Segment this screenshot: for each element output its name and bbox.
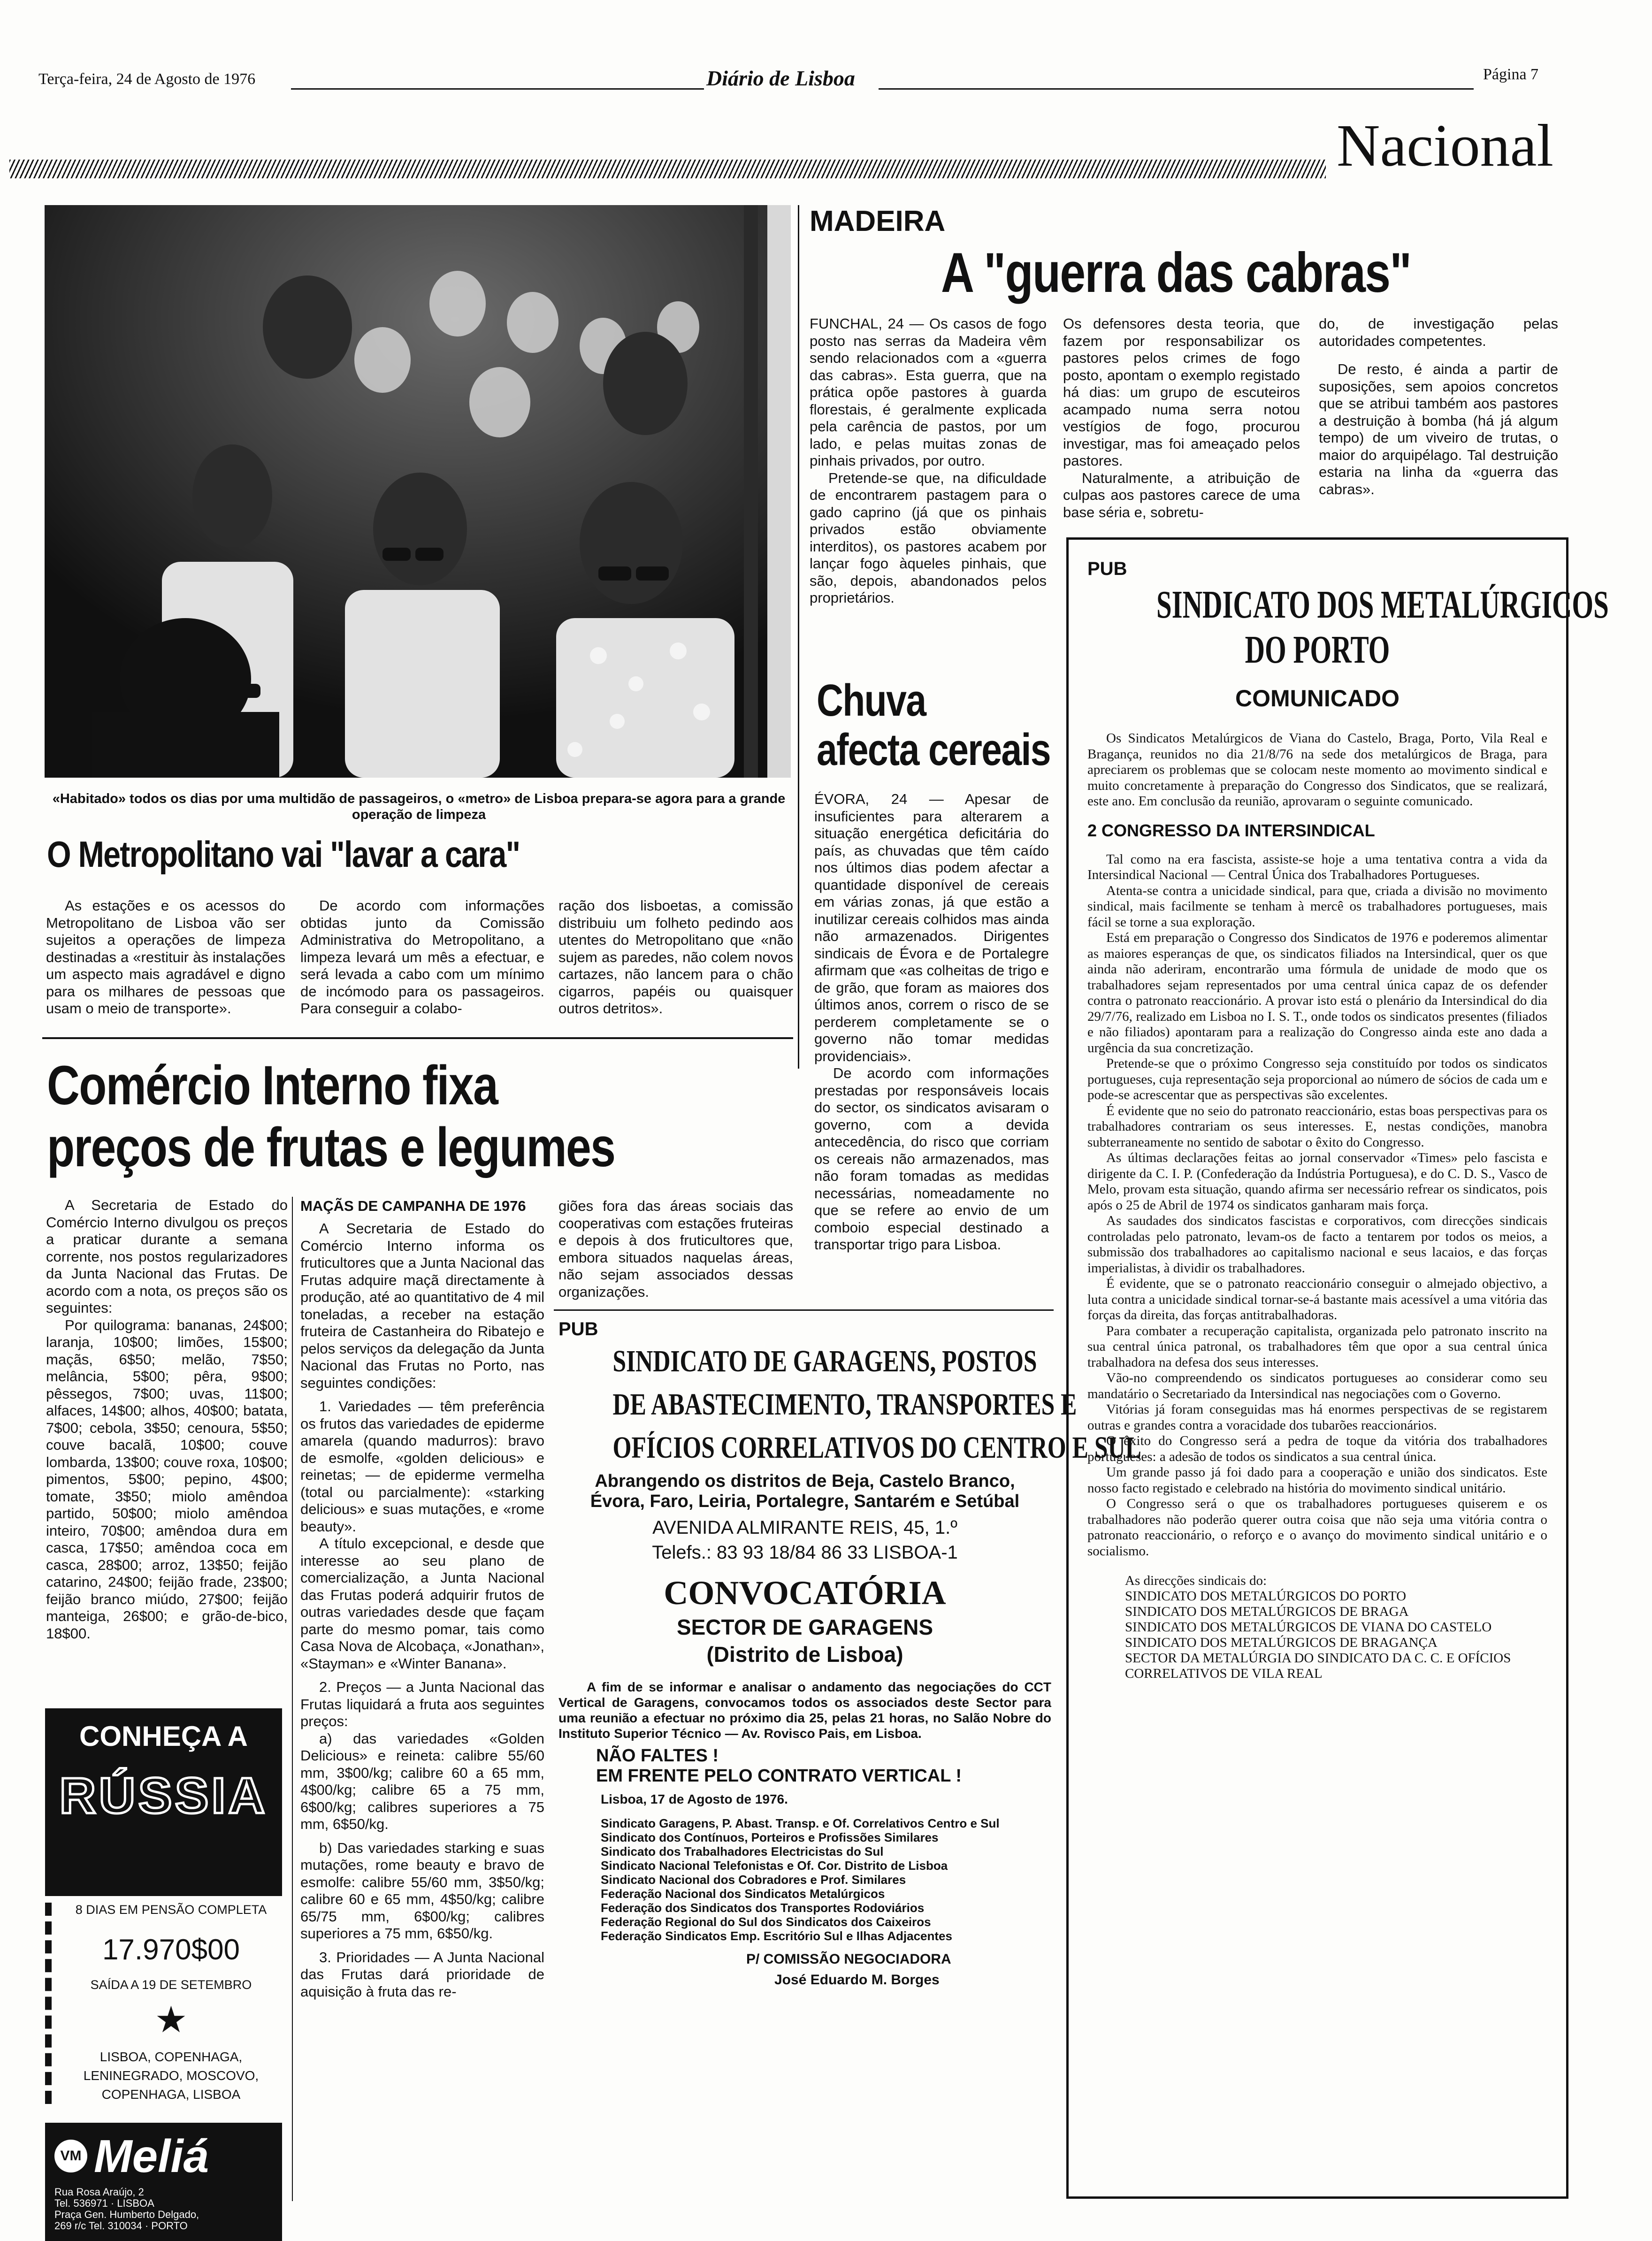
garagens-title-1: SINDICATO DE GARAGENS, POSTOS <box>612 1344 1037 1378</box>
madeira-col3-p1: do, de investigação pelas autoridades competentes. <box>1319 315 1558 349</box>
section-title: Nacional <box>1337 112 1553 179</box>
metro-col2-text: De acordo com informações obtidas junto da Comissão Administrativa do Metropolitano, a limpeza levará um mês a efectuar, e será levada a cabo com um mínimo de incómodo para os passageiros. Para conseguir a colabo- <box>300 897 544 1017</box>
garagens-sig-5: Sindicato Nacional dos Cobradores e Prof. Similares <box>601 1873 906 1887</box>
comercio-col2-p5: a) das variedades «Golden Delicious» e reineta: calibre 55/60 mm, 3$00/kg; calibre 60 a 65 mm, 4$00/kg; calibre 65 a 75 mm, 6$00/kg; calibres superiores a 75 mm, 6$50/kg. <box>300 1730 544 1832</box>
comercio-col2-p3: A título excepcional, e desde que interesse ao seu plano de comercialização, a Junta Nacional das Frutas poderá adquirir frutos de outras variedades desde que façam parte do mesmo pomar, tais como Casa Nova de Alcobaça, «Jonathan», «Stayman» e «Winter Banana». <box>300 1535 544 1672</box>
garagens-phone: Telefs.: 83 93 18/84 86 33 LISBOA-1 <box>652 1542 958 1563</box>
metal-p8: É evidente, que se o patronato reaccionário conseguir o almejado objectivo, a luta contra a unicidade sindical tornar-se-á bastante mais acessível a uma vitória das forças da direita, das forças antitrabalhadoras. <box>1087 1276 1547 1323</box>
garagens-title-3: OFÍCIOS CORRELATIVOS DO CENTRO E SUL <box>612 1430 1142 1465</box>
metal-sigs-intro: As direcções sindicais do: <box>1125 1573 1267 1588</box>
metal-p10: Vão-no compreendendo os sindicatos portugueses ao considerar como seu mandatário o Secretariado da Intersindical nas negociações com o Governo. <box>1087 1370 1547 1401</box>
comercio-col2-p2: 1. Variedades — têm preferência os frutos das variedades de epiderme amarela (quando madurros): bravo de esmolfe, «golden delicious» e reinetas; — de epiderme vermelha (total ou parcialmente): «starking delicious» e suas mutações, e «rome beauty». <box>300 1398 544 1535</box>
russia-ad-price: 17.970$00 <box>102 1934 240 1966</box>
metal-ad <box>1066 537 1609 2199</box>
garagens-sig-6: Federação Nacional dos Sindicatos Metalúrgicos <box>601 1887 885 1901</box>
metal-p4: Pretende-se que o próximo Congresso seja constituído por todos os sindicatos portugueses, cuja representação seja proporcional ao número de sócios de cada um e pode-se acrescentar que as perspectivas são excelentes. <box>1087 1056 1547 1102</box>
garagens-sig-1: Sindicato Garagens, P. Abast. Transp. e Of. Correlativos Centro e Sul <box>601 1816 1000 1830</box>
comercio-column-3 <box>558 1198 793 1300</box>
melia-brand-block <box>45 2123 282 2241</box>
madeira-col1-p2: Pretende-se que, na dificuldade de encontrarem pastagem para o gado caprino (já que os pinhais privados estão obviamente interditos), os pastores acabem por lançar fogo àqueles pinhais, que são, depois, abandonados pelos proprietários. <box>810 469 1047 606</box>
madeira-col1-p1: FUNCHAL, 24 — Os casos de fogo posto nas serras da Madeira vêm sendo relacionados com a «guerra das cabras». Esta guerra, que na prática opõe pastores à guarda florestais, é geralmente explicada pela carência de pastos, por um lado, e pelas muitas zonas de pinhais privados, por outro. <box>810 315 1047 469</box>
garagens-convocatoria: CONVOCATÓRIA <box>664 1574 946 1612</box>
masthead-rule-left <box>291 88 704 90</box>
chuva-column <box>814 791 1049 1254</box>
metal-p13: Um grande passo já foi dado para a cooperação e união dos sindicatos. Este nosso facto registado e celebrado na história do movimento sindical unitário. <box>1087 1465 1547 1496</box>
comercio-subhead: MAÇÃS DE CAMPANHA DE 1976 <box>300 1198 526 1214</box>
garagens-area-1: Abrangendo os distritos de Beja, Castelo Branco, <box>595 1471 1015 1491</box>
garagens-commission: P/ COMISSÃO NEGOCIADORA <box>746 1951 951 1967</box>
metro-col1-text: As estações e os acessos do Metropolitano de Lisboa vão ser sujeitos a operações de limpeza destinadas a «restituir às instalações um aspecto mais agradável e digno para os milhares de pessoas que usam o meio de transporte». <box>46 897 285 1017</box>
metal-intro: Os Sindicatos Metalúrgicos de Viana do Castelo, Braga, Porto, Vila Real e Bragança, reunidos no dia 21/8/76 na sede dos metalúrgicos de Braga, para apreciarem os problemas que se colocam neste momento ao movimento sindical e muito concretamente à preparação do Congresso dos Sindicatos, que se realizará, este ano. Em conclusão da reunião, aprovaram o seguinte comunicado. <box>1087 731 1547 809</box>
masthead-paper: Diário de Lisboa <box>706 66 855 90</box>
comercio-col2-p7: 3. Prioridades — A Junta Nacional das Frutas dará prioridade de aquisição à fruta das re- <box>300 1949 544 2000</box>
garagens-body: A fim de se informar e analisar o andamento das negociações do CCT Vertical de Garagens, convocamos todos os associados deste Sector para uma reunião a efectuar no próximo dia 25, pelas 21 horas, no Salão Nobre do Instituto Superior Técnico — Av. Rovisco Pais, em Lisboa. <box>558 1680 1051 1741</box>
garagens-slogan-1: NÃO FALTES ! <box>596 1746 719 1766</box>
metal-sig-4: SINDICATO DOS METALÚRGICOS DE BRAGANÇA <box>1125 1635 1438 1650</box>
garagens-slogan-2: EM FRENTE PELO CONTRATO VERTICAL ! <box>596 1766 962 1786</box>
comercio-column-1 <box>46 1197 288 1642</box>
masthead-rule-right <box>879 88 1474 90</box>
melia-addr1: Rua Rosa Araújo, 2 <box>54 2186 144 2198</box>
melia-addr2: Tel. 536971 · LISBOA <box>54 2197 154 2209</box>
comercio-col1-text: A Secretaria de Estado do Comércio Interno divulgou os preços a praticar durante a semana corrente, nos postos regularizadores da Junta Nacional das Frutas. De acordo com a nota, os preços são os seguintes: <box>46 1197 288 1316</box>
garagens-dateline: Lisboa, 17 de Agosto de 1976. <box>601 1792 788 1806</box>
madeira-col2-p2: Naturalmente, a atribuição de culpas aos pastores carece de uma base séria e, sobretu- <box>1063 469 1300 520</box>
melia-addr3: Praça Gen. Humberto Delgado, <box>54 2209 199 2220</box>
comercio-col3-text: giões fora das áreas sociais das cooperativas com estações fruteiras e depois à dos fruticultores que, embora situados naquelas áreas, não sejam associados dessas organizações. <box>558 1198 793 1300</box>
garagens-sig-8: Federação Regional do Sul dos Sindicatos dos Caixeiros <box>601 1915 931 1929</box>
chuva-text: ÉVORA, 24 — Apesar de insuficientes para alterarem a situação energética deficitária do país, as chuvadas que têm caído nos últimos dias podem afectar a quantidade disponível de cereais em várias zonas, já que estão a inutilizar cereais colhidos mas ainda não armazenados. Dirigentes sindicais de Évora e de Portalegre afirmam que «as colheitas de trigo e de grão, que foram as maiores dos últimos anos, correm o risco de se perderem completamente se o governo não tomar medidas providenciais». <box>814 791 1049 1064</box>
melia-addr4: 269 r/c Tel. 310034 · PORTO <box>54 2220 188 2232</box>
russia-ad <box>45 1708 282 2232</box>
metro-column-3 <box>558 897 793 1017</box>
madeira-column-2 <box>1063 315 1300 521</box>
garagens-signatories <box>601 1816 1023 1943</box>
metal-pub-label: PUB <box>1087 558 1127 579</box>
section-hatch-band <box>9 160 1326 178</box>
garagens-pub-label: PUB <box>558 1319 598 1339</box>
garagens-district: (Distrito de Lisboa) <box>706 1642 903 1667</box>
comercio-col2-p6: b) Das variedades starking e suas mutações, rome beauty e bravo de esmolfe: calibre 55/60 mm, 3$50/kg; calibre 60 e 65 mm, 4$50/kg; calibre 65/75 mm, 6$00/kg; calibres superiores a 75 mm, 6$50/kg. <box>300 1839 544 1942</box>
divider-chuva-garagens <box>554 1309 1054 1311</box>
comercio-headline-1: Comércio Interno fixa <box>47 1055 498 1117</box>
melia-brand: Meliá <box>94 2130 209 2182</box>
metal-title-2: DO PORTO <box>1245 628 1390 672</box>
garagens-sig-3: Sindicato dos Trabalhadores Electricistas do Sul <box>601 1844 884 1859</box>
garagens-title-2: DE ABASTECIMENTO, TRANSPORTES E <box>612 1387 1077 1422</box>
russia-ad-line3: 8 DIAS EM PENSÃO COMPLETA <box>75 1903 267 1917</box>
madeira-column-3 <box>1319 315 1558 498</box>
page-number: Página 7 <box>1483 66 1539 83</box>
metal-p1: Tal como na era fascista, assiste-se hoje a uma tentativa contra a vida da Intersindical Nacional — Central Única dos Trabalhadores Portugueses. <box>1087 851 1547 882</box>
comercio-column-2 <box>300 1198 544 2000</box>
metal-p9: Para combater a recuperação capitalista, organizada pelo patronato inscrito na sua central única patronal, os trabalhadores têm que opor a sua central única trabalhadora na defesa dos seus interesses. <box>1087 1323 1547 1370</box>
russia-ad-line2: RÚSSIA <box>59 1767 268 1824</box>
metal-p12: O êxito do Congresso será a pedra de toque da vitória dos trabalhadores portugueses: a adesão de todos os sindicatos a sua central única. <box>1087 1433 1547 1464</box>
metal-sig-3: SINDICATO DOS METALÚRGICOS DE VIANA DO CASTELO <box>1125 1620 1492 1635</box>
metro-caption: «Habitado» todos os dias por uma multidão de passageiros, o «metro» de Lisboa prepara-se agora para a grande operação de limpeza <box>52 791 786 822</box>
metal-sig-1: SINDICATO DOS METALÚRGICOS DO PORTO <box>1125 1589 1407 1604</box>
garagens-sig-2: Sindicato dos Contínuos, Porteiros e Profissões Similares <box>601 1830 939 1844</box>
chuva-text-2: De acordo com informações prestadas por responsáveis locais do sector, os sindicatos avisaram o governo, com a devida antecedência, do risco que corriam os cereais não armazenados, mas não foram tomadas as medidas necessárias, nomeadamente no que se refere ao envio de um comboio especial destinado a transportar trigo para Lisboa. <box>814 1065 1049 1253</box>
garagens-sig-9: Federação Sindicatos Emp. Escritório Sul e Ilhas Adjacentes <box>601 1929 952 1943</box>
metal-comunicado: COMUNICADO <box>1235 685 1400 711</box>
metro-column-2 <box>300 897 544 1017</box>
metal-sig-5: SECTOR DA METALÚRGIA DO SINDICATO DA C. C. E OFÍCIOS CORRELATIVOS DE VILA REAL <box>1125 1651 1511 1681</box>
garagens-sig-4: Sindicato Nacional Telefonistas e Of. Cor. Distrito de Lisboa <box>601 1859 948 1873</box>
metal-p14: O Congresso será o que os trabalhadores portugueses quiserem e os trabalhadores não poderão querer outra coisa que não seja uma vitória contra o patronato reaccionário, o reforço e o avanço do movimento sindical unitário e o socialismo. <box>1087 1496 1547 1559</box>
metro-col3-text: ração dos lisboetas, a comissão distribuiu um folheto pedindo aos utentes do Metropolitano que «não sujem as paredes, não colem novos cartazes, não lancem para o chão cigarros, papéis ou quaisquer outros detritos». <box>558 897 793 1017</box>
comercio-col2-p1: A Secretaria de Estado do Comércio Interno informa os fruticultores que a Junta Nacional das Frutas adquire maçã directamente à produção, até ao quantitativo de 4 mil toneladas, a receber na estação fruteira de Castanheira do Ribatejo e pelos serviços da delegação da Junta Nacional das Frutas no Porto, nas seguintes condições: <box>300 1220 544 1391</box>
madeira-headline: A "guerra das cabras" <box>941 241 1411 304</box>
comercio-col1-prices: Por quilograma: bananas, 24$00; laranja, 10$00; limões, 15$00; maçãs, 6$50; melão, 7$50; melância, 5$00; pêra, 9$00; pêssegos, 7$00; uvas, 11$00; alfaces, 14$00; alhos, 40$00; batata, 7$00; cebola, 3$50; cenoura, 5$50; couve bacalã, 10$00; couve lombarda, 13$00; couve roxa, 10$00; pimentos, 5$00; pepino, 4$00; tomate, 3$50; miolo amêndoa partido, 50$00; miolo amêndoa inteiro, 70$00; amêndoa dura em casca, 17$50; amêndoa coca em casca, 28$00; arroz, 13$50; feijão catarino, 24$00; feijão frade, 23$00; feijão branco miúdo, 27$00; feijão manteiga, 26$00; e grão-de-bico, 18$00. <box>46 1316 288 1642</box>
divider-metro-comercio <box>42 1037 793 1039</box>
garagens-signer: José Eduardo M. Borges <box>774 1972 940 1988</box>
metal-p2: Atenta-se contra a unicidade sindical, para que, criada a divisão no movimento sindical, mais facilmente se tenham à mercê os trabalhadores portugueses, mais fácil se torne a sua exploração. <box>1087 883 1547 930</box>
chuva-headline-2: afecta cereais <box>817 725 1050 775</box>
garagens-sector: SECTOR DE GARAGENS <box>676 1615 933 1639</box>
russia-ad-body <box>45 1903 282 2104</box>
star-icon: ★ <box>154 1999 188 2040</box>
metal-p6: As últimas declarações feitas ao jornal conservador «Times» pelo fascista e dirigente da C. I. P. (Confederação da Indústria Portuguesa), e do C. D. S., Vasco de Melo, provam esta situação, quando afirma ser necessário refrear os sindicatos, pois após o 25 de Abril de 1974 os sindicatos ganharam mais força. <box>1087 1150 1547 1213</box>
melia-logo-icon: VM <box>54 2140 87 2172</box>
masthead-date: Terça-feira, 24 de Agosto de 1976 <box>38 70 256 88</box>
column-rule-1 <box>292 1197 293 2201</box>
russia-ad-line1: CONHEÇA A <box>79 1721 248 1752</box>
metro-headline: O Metropolitano vai "lavar a cara" <box>47 834 520 875</box>
metal-p5: É evidente que no seio do patronato reaccionário, estas boas perspectivas para os trabalhadores contrariam os seus interesses. E, nestas condições, manobra subterraneamente no sentido de sabotar o êxito do Congresso. <box>1087 1103 1547 1150</box>
garagens-address: AVENIDA ALMIRANTE REIS, 45, 1.º <box>652 1517 957 1538</box>
comercio-col2-p4: 2. Preços — a Junta Nacional das Frutas liquidará a fruta aos seguintes preços: <box>300 1679 544 1729</box>
metro-column-1 <box>46 897 285 1017</box>
metal-sig-2: SINDICATO DOS METALÚRGICOS DE BRAGA <box>1125 1604 1409 1619</box>
garagens-area-2: Évora, Faro, Leiria, Portalegre, Santarém e Setúbal <box>590 1491 1020 1511</box>
madeira-kicker: MADEIRA <box>810 205 946 237</box>
garagens-sig-7: Federação dos Sindicatos dos Transportes Rodoviários <box>601 1901 925 1915</box>
russia-ad-header <box>45 1708 282 1896</box>
comercio-headline-2: preços de frutas e legumes <box>47 1117 615 1178</box>
madeira-col2-p1: Os defensores desta teoria, que fazem por responsabilizar os pastores pelos crimes de fogo posto, apontam o exemplo registado há dias: um grupo de escuteiros acampado numa serra notou vestígios de fogo, procurou investigar, mas foi ameaçado pelos pastores. <box>1063 315 1300 469</box>
garagens-ad <box>558 1319 1142 2196</box>
chuva-headline-1: Chuva <box>817 675 926 726</box>
madeira-col3-p2: De resto, é ainda a partir de suposições, sem apoios concretos que se atribui também aos pastores a destruição à bomba (há já algum tempo) de um viveiro de trutas, o maior do arquipélago. Tal destruição estaria na linha da «guerra das cabras». <box>1319 361 1558 497</box>
metal-subhead: 2 CONGRESSO DA INTERSINDICAL <box>1087 820 1375 840</box>
russia-ad-cities: LISBOA, COPENHAGA, LENINEGRADO, MOSCOVO, COPENHAGA, LISBOA <box>83 2050 259 2102</box>
russia-ad-departure: SAÍDA A 19 DE SETEMBRO <box>90 1978 252 1992</box>
crowd-photo-illustration <box>45 205 791 778</box>
metal-signatories <box>1125 1573 1547 1682</box>
metal-p11: Vitórias já foram conseguidas mas há enormes perspectivas de se registarem outras e grandes contra a voracidade dos tubarões reaccionários. <box>1087 1402 1547 1433</box>
vertical-divider-main <box>798 205 799 1069</box>
metal-p3: Está em preparação o Congresso dos Sindicatos de 1976 e poderemos alimentar as maiores esperanças de que, os sindicatos filiados na Intersindical, quer os que ainda não aderiram, encontrarão uma fórmula de unidade de modo que os trabalhadores sejam representados por uma central única capaz de os defender contra o patronato reaccionário. A provar isto está o plenário da Intersindical do dia 29/7/76, realizado em Lisboa no I. S. T., onde todos os sindicatos presentes (filiados e não filiados) apontaram para a realização do Congresso ainda este ano dada a urgência da sua concretização. <box>1087 930 1547 1055</box>
metro-photo <box>45 205 791 778</box>
madeira-column-1 <box>810 315 1047 607</box>
metal-p7: As saudades dos sindicatos fascistas e corporativos, com direcções sindicais controladas pelo patronato, levam-os de facto a tentarem por todos os meios, a submissão dos trabalhadores ao capitalismo nacional e seus lacaios, e das forças imperialistas, à dividir os trabalhadores. <box>1087 1213 1547 1276</box>
metal-title-1: SINDICATO DOS METALÚRGICOS <box>1156 583 1609 627</box>
